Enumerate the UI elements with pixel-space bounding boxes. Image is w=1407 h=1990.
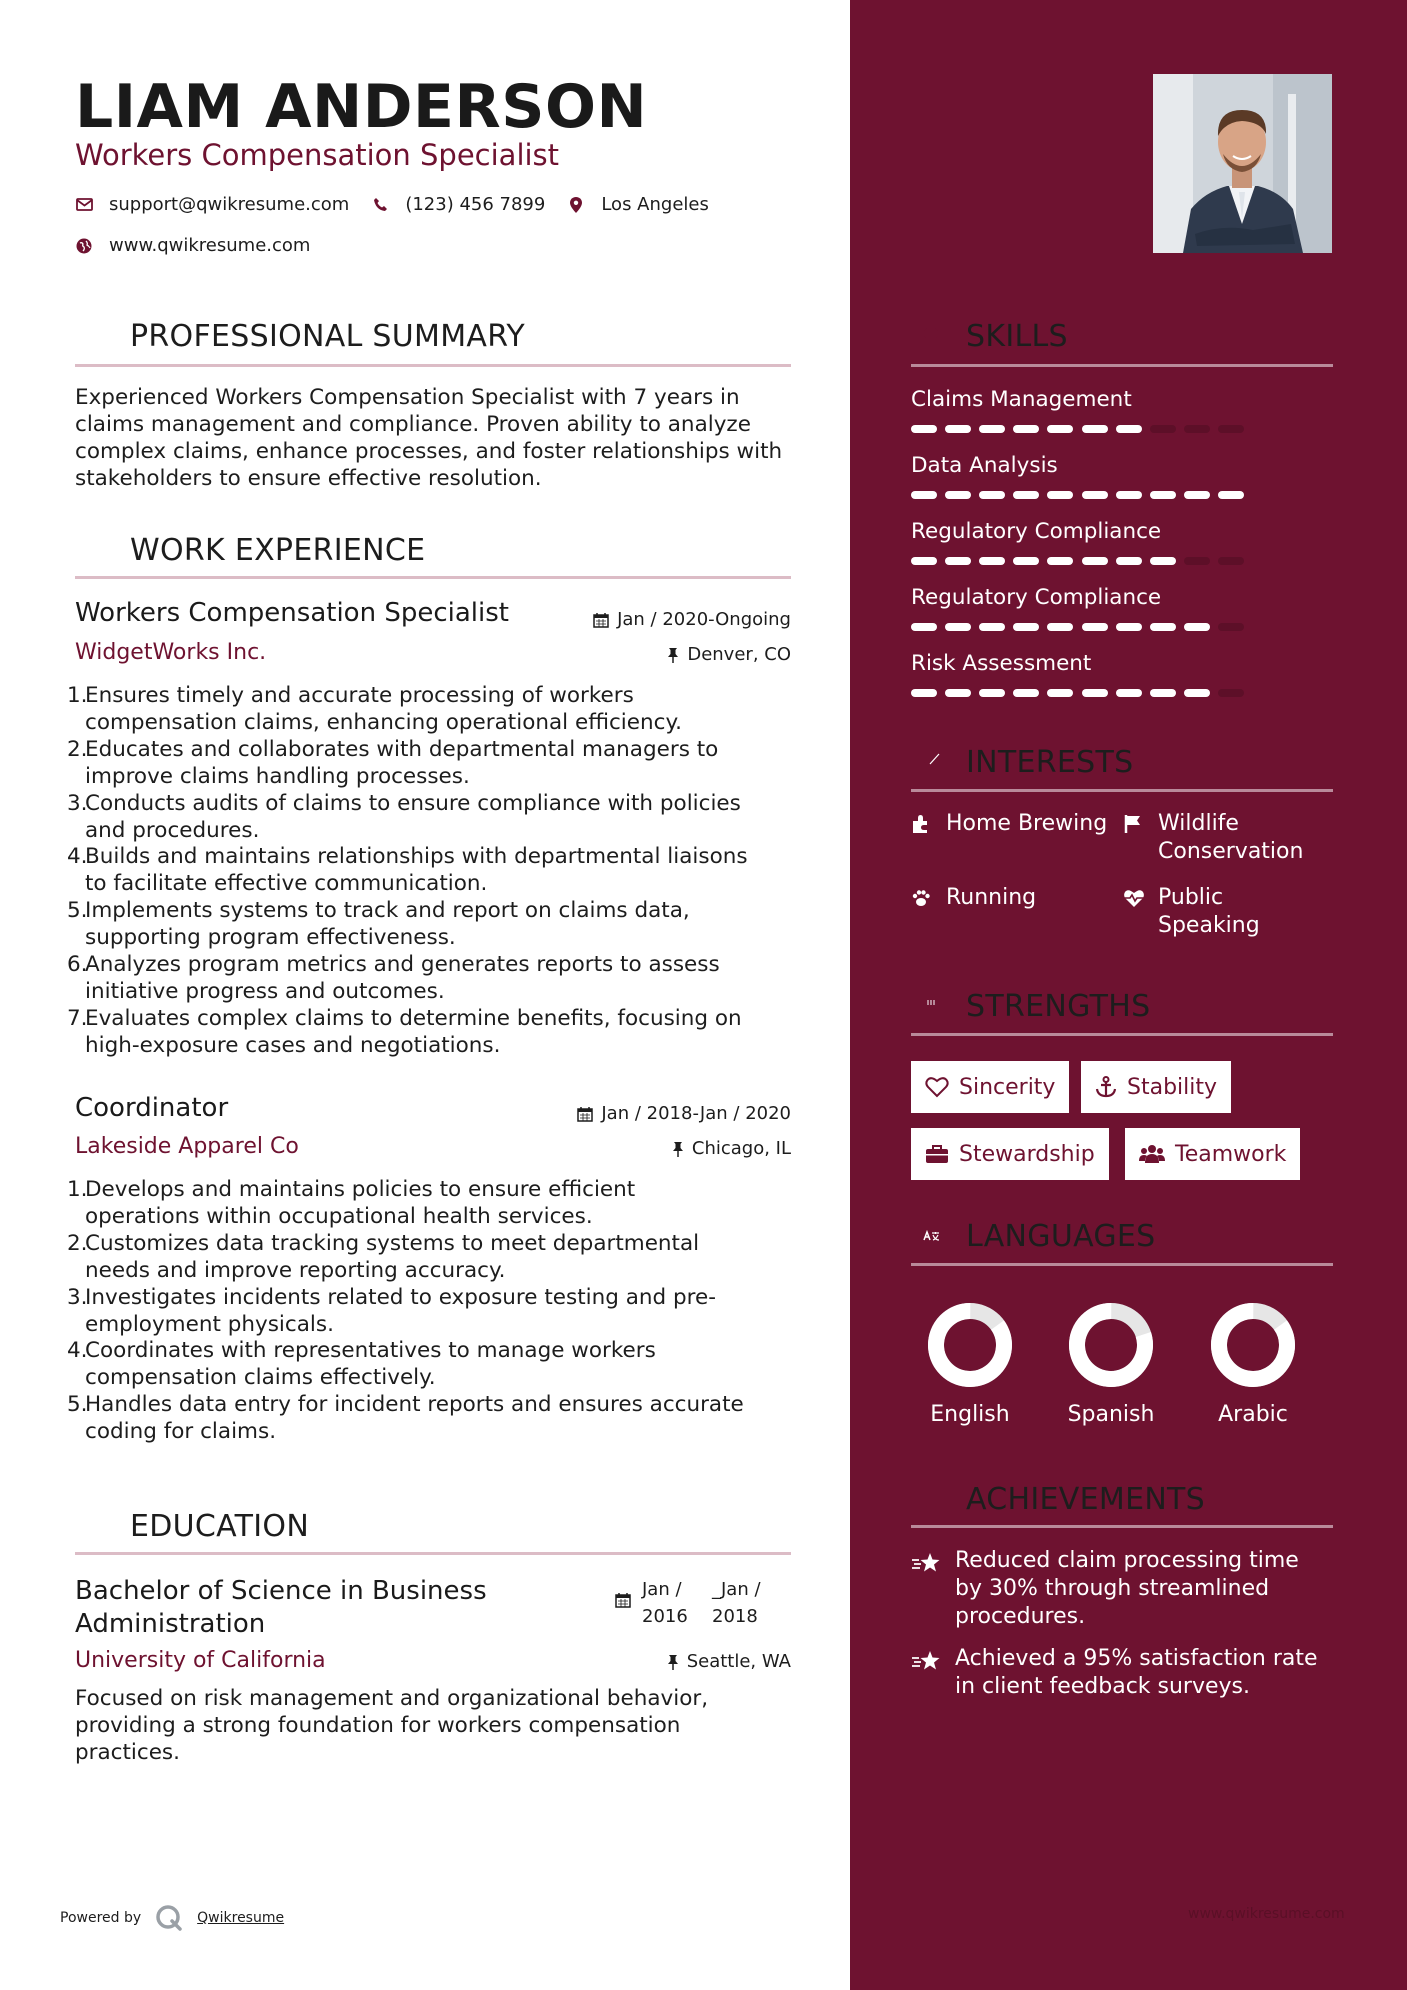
interest-item <box>911 810 1107 838</box>
bullet-number: 5. <box>67 1392 88 1418</box>
skill-level-segment <box>1116 623 1142 631</box>
responsibility-text <box>85 737 718 791</box>
skill-level-segment <box>945 689 971 697</box>
responsibility-line: employment physicals. <box>85 1311 334 1337</box>
responsibility-line: Coordinates with representatives to manage workers <box>85 1338 656 1364</box>
interest-label: Wildlife <box>1158 811 1239 836</box>
responsibility-line: Handles data entry for incident reports and ensures accurate <box>85 1392 744 1418</box>
achievement-line: Reduced claim processing time <box>955 1548 1299 1573</box>
skills-divider <box>911 364 1333 367</box>
job-title: Coordinator <box>75 1093 229 1123</box>
email-link[interactable]: support@qwikresume.com <box>109 194 350 215</box>
responsibility-item <box>67 1006 807 1060</box>
language-level-fill <box>923 1298 1018 1393</box>
interest-label: Running <box>946 885 1037 910</box>
strength-label: Sincerity <box>959 1074 1056 1100</box>
strength-badge <box>1081 1061 1231 1113</box>
map-pin-icon <box>567 196 585 214</box>
skill-level-segment <box>1082 491 1108 499</box>
profile-photo <box>1153 74 1332 253</box>
responsibility-line: high-exposure cases and negotiations. <box>85 1032 501 1058</box>
responsibility-item <box>67 683 807 737</box>
skill-level-segment <box>979 425 1005 433</box>
education-location <box>667 1651 791 1672</box>
responsibility-item <box>67 1338 807 1392</box>
strength-badge <box>911 1061 1069 1113</box>
skill-level-segment <box>979 623 1005 631</box>
responsibility-item <box>67 791 807 845</box>
bullet-number: 4. <box>67 1338 88 1364</box>
responsibility-item <box>67 952 807 1006</box>
language-name: Arabic <box>1218 1402 1288 1427</box>
office-chair-icon <box>75 530 115 570</box>
responsibility-line: operations within occupational health services. <box>85 1203 593 1229</box>
company-name: WidgetWorks Inc. <box>75 640 267 665</box>
responsibility-text <box>85 1285 716 1339</box>
strength-label: Stability <box>1127 1074 1218 1100</box>
lightbulb-icon <box>911 316 951 356</box>
achievement-line: procedures. <box>955 1604 1086 1629</box>
bullet-number: 1. <box>67 1177 88 1202</box>
bullet-number: 5. <box>67 898 88 924</box>
envelope-icon <box>75 196 93 214</box>
skill-name: Data Analysis <box>911 453 1058 478</box>
achievement-line: by 30% through streamlined <box>955 1576 1270 1601</box>
anchor-icon <box>1095 1076 1117 1098</box>
skill-level-segment <box>1218 557 1244 565</box>
responsibility-item <box>67 1392 807 1446</box>
job-title: Workers Compensation Specialist <box>75 598 509 628</box>
skills-heading: SKILLS <box>966 318 1068 354</box>
degree-line-1: Bachelor of Science in Business <box>75 1576 487 1606</box>
responsibility-line: Implements systems to track and report on claims data, <box>85 898 690 924</box>
responsibility-item <box>67 1285 807 1339</box>
skill-level-segment <box>1047 491 1073 499</box>
powered-by <box>60 1904 284 1932</box>
footer-website: www.qwikresume.com <box>1188 1906 1345 1922</box>
skill-level-segment <box>911 689 937 697</box>
interest-label: Public <box>1158 885 1224 910</box>
calendar-icon <box>577 1106 593 1122</box>
skill-level-segment <box>1013 491 1039 499</box>
interest-label: Home Brewing <box>946 811 1108 836</box>
education-location-text: Seattle, WA <box>686 1651 791 1672</box>
skill-level-segment <box>1218 491 1244 499</box>
skill-level-segment <box>1047 623 1073 631</box>
skill-level-segment <box>1082 623 1108 631</box>
skill-level-segment <box>1150 623 1176 631</box>
responsibility-text <box>85 683 682 737</box>
strength-badge <box>1125 1128 1300 1180</box>
responsibility-text <box>85 791 741 845</box>
responsibility-item <box>67 1231 807 1285</box>
briefcase-icon <box>925 1144 949 1164</box>
contact-row-1 <box>75 194 731 215</box>
skill-level-segment <box>1218 623 1244 631</box>
responsibility-item <box>67 737 807 791</box>
skill-level-segment <box>979 557 1005 565</box>
skill-level-segment <box>1184 557 1210 565</box>
language-level-donut <box>1061 1295 1161 1395</box>
interests-divider <box>911 789 1333 792</box>
experience-heading: WORK EXPERIENCE <box>130 532 426 568</box>
responsibility-text <box>85 898 690 952</box>
job-dates-text: Jan / 2020-Ongoing <box>617 609 791 630</box>
bullet-number: 7. <box>67 1005 88 1031</box>
education-section-header <box>75 1506 309 1546</box>
interests-section-header <box>911 742 1133 782</box>
graduate-icon <box>75 1506 115 1546</box>
strength-label: Teamwork <box>1175 1141 1287 1167</box>
bullet-number: 3. <box>67 790 88 816</box>
responsibility-line: Investigates incidents related to exposure testing and pre- <box>85 1284 716 1310</box>
responsibility-text <box>85 844 748 898</box>
brand-link[interactable]: Qwikresume <box>197 1910 285 1926</box>
fist-icon <box>911 986 951 1026</box>
responsibility-line: improve claims handling processes. <box>85 763 470 789</box>
skill-name: Claims Management <box>911 387 1132 412</box>
education-divider <box>75 1552 791 1555</box>
achievement-item <box>911 1547 1299 1631</box>
skill-level-segment <box>911 557 937 565</box>
responsibility-line: Educates and collaborates with departmental managers to <box>85 736 719 762</box>
candidate-name: LIAM ANDERSON <box>75 72 648 142</box>
skills-section-header <box>911 316 1068 356</box>
bullet-number: 4. <box>67 844 88 870</box>
responsibility-line: to facilitate effective communication. <box>85 871 488 897</box>
education-start-year: 2016 <box>642 1606 688 1627</box>
phone-text: (123) 456 7899 <box>405 194 546 215</box>
skill-level-segment <box>1218 689 1244 697</box>
star-icon <box>911 1645 943 1701</box>
responsibility-line: Evaluates complex claims to determine benefits, focusing on <box>85 1005 742 1031</box>
skill-level-segment <box>979 689 1005 697</box>
skill-level-segment <box>979 491 1005 499</box>
strength-badge <box>911 1128 1109 1180</box>
achievements-heading: ACHIEVEMENTS <box>966 1481 1206 1517</box>
skill-level-segment <box>911 425 937 433</box>
skill-level-segment <box>1082 425 1108 433</box>
paw-icon <box>911 884 935 912</box>
skill-name: Risk Assessment <box>911 651 1092 676</box>
qwikresume-logo <box>155 1904 183 1932</box>
job-location-text: Chicago, IL <box>691 1138 791 1159</box>
skill-level-segment <box>1082 689 1108 697</box>
user-icon <box>75 316 115 356</box>
job-responsibilities <box>67 683 807 1060</box>
skill-level-segment <box>911 623 937 631</box>
strengths-section-header <box>911 986 1150 1026</box>
star-badge-icon <box>911 1479 951 1519</box>
skill-level-segment <box>1013 623 1039 631</box>
users-icon <box>1139 1144 1165 1164</box>
strength-label: Stewardship <box>959 1141 1095 1167</box>
languages-divider <box>911 1263 1333 1266</box>
translate-icon <box>911 1216 951 1256</box>
language-name: English <box>930 1402 1010 1427</box>
education-start-date <box>642 1576 688 1630</box>
responsibility-text <box>85 1392 744 1446</box>
languages-section-header <box>911 1216 1156 1256</box>
interests-heading: INTERESTS <box>966 744 1134 780</box>
interest-label-cont: Speaking <box>1158 913 1260 938</box>
company-name: Lakeside Apparel Co <box>75 1134 299 1159</box>
job-location <box>667 644 791 665</box>
job-location <box>672 1138 791 1159</box>
responsibility-line: Analyzes program metrics and generates reports to assess <box>85 952 720 978</box>
responsibility-item <box>67 844 807 898</box>
skill-name: Regulatory Compliance <box>911 585 1162 610</box>
language-level-donut <box>920 1295 1020 1395</box>
experience-section-header <box>75 530 425 570</box>
pushpin-icon <box>672 1141 684 1157</box>
skill-level-segment <box>1047 425 1073 433</box>
strengths-heading: STRENGTHS <box>966 988 1151 1024</box>
skill-level-segment <box>1150 557 1176 565</box>
language-level-donut <box>1203 1295 1303 1395</box>
skill-level-segment <box>1116 491 1142 499</box>
bullet-number: 2. <box>67 1230 88 1256</box>
skill-level-segment <box>1184 689 1210 697</box>
flag-icon <box>1123 810 1147 866</box>
responsibility-item <box>67 1177 807 1231</box>
language-name: Spanish <box>1067 1402 1155 1427</box>
calendar-icon <box>593 612 609 628</box>
globe-icon <box>75 237 93 255</box>
skill-level-segment <box>1047 557 1073 565</box>
school-name: University of California <box>75 1648 326 1673</box>
job-dates <box>593 609 791 630</box>
skill-level-segment <box>1184 425 1210 433</box>
skill-level-segment <box>1184 491 1210 499</box>
achievement-item <box>911 1645 1318 1701</box>
responsibility-text <box>85 1177 635 1231</box>
contact-row-2 <box>75 235 332 256</box>
responsibility-line: initiative progress and outcomes. <box>85 978 445 1004</box>
achievements-section-header <box>911 1479 1205 1519</box>
responsibility-line: Conducts audits of claims to ensure compliance with policies <box>85 790 741 816</box>
skill-level-segment <box>1013 425 1039 433</box>
puzzle-icon <box>911 810 935 838</box>
skill-level-segment <box>1150 425 1176 433</box>
interest-label-cont: Conservation <box>1158 839 1304 864</box>
responsibility-line: needs and improve reporting accuracy. <box>85 1257 506 1283</box>
skill-level-segment <box>1184 623 1210 631</box>
pushpin-icon <box>667 647 679 663</box>
skill-level-segment <box>1218 425 1244 433</box>
job-dates-text: Jan / 2018-Jan / 2020 <box>601 1103 791 1124</box>
summary-section-header <box>75 316 525 356</box>
bullet-number: 6. <box>67 952 88 978</box>
education-start-month: Jan / <box>642 1579 682 1600</box>
achievements-divider <box>911 1525 1333 1528</box>
responsibility-line: Ensures timely and accurate processing of workers <box>85 683 634 708</box>
paper-plane-icon <box>911 742 951 782</box>
responsibility-line: Builds and maintains relationships with departmental liaisons <box>85 844 748 870</box>
education-end-date <box>712 1576 761 1630</box>
heartbeat-icon <box>1123 884 1147 940</box>
candidate-title: Workers Compensation Specialist <box>75 138 560 172</box>
skill-level-segment <box>945 425 971 433</box>
website-link[interactable]: www.qwikresume.com <box>109 235 311 256</box>
bullet-number: 2. <box>67 736 88 762</box>
skill-level-segment <box>1116 425 1142 433</box>
responsibility-line: compensation claims, enhancing operational efficiency. <box>85 709 682 735</box>
skill-level-segment <box>1116 689 1142 697</box>
education-end-month: _Jan / <box>712 1579 761 1600</box>
responsibility-line: Develops and maintains policies to ensure efficient <box>85 1177 636 1202</box>
responsibility-text <box>85 952 720 1006</box>
skill-level-segment <box>945 623 971 631</box>
skill-level-segment <box>945 491 971 499</box>
interest-item <box>911 884 1036 912</box>
skill-level-segment <box>945 557 971 565</box>
location-text: Los Angeles <box>601 194 709 215</box>
responsibility-text <box>85 1338 656 1392</box>
responsibility-line: and procedures. <box>85 817 260 843</box>
achievement-line: in client feedback surveys. <box>955 1674 1251 1699</box>
summary-text: Experienced Workers Compensation Specialist with 7 years in claims management and compliance. Proven ability to analyze complex claims, enhance processes, and foster relationships with stakeholders to ensure effective resolution. <box>75 385 783 491</box>
heart-icon <box>925 1076 949 1098</box>
skill-level-segment <box>1013 689 1039 697</box>
job-location-text: Denver, CO <box>687 644 791 665</box>
degree-title <box>75 1575 487 1641</box>
skill-level-segment <box>1116 557 1142 565</box>
experience-divider <box>75 576 791 579</box>
responsibility-line: Customizes data tracking systems to meet departmental <box>85 1230 700 1256</box>
education-description: Focused on risk management and organizational behavior, providing a strong foundation for workers compensation practices. <box>75 1686 709 1765</box>
interest-item <box>1123 810 1303 866</box>
summary-heading: PROFESSIONAL SUMMARY <box>130 318 526 354</box>
language-level-fill <box>1206 1298 1301 1393</box>
achievement-line: Achieved a 95% satisfaction rate <box>955 1646 1318 1671</box>
degree-line-2: Administration <box>75 1609 266 1639</box>
powered-by-label: Powered by <box>60 1910 142 1926</box>
languages-heading: LANGUAGES <box>966 1218 1156 1254</box>
star-icon <box>911 1547 943 1631</box>
job-dates <box>577 1103 791 1124</box>
summary-divider <box>75 364 791 367</box>
skill-level-segment <box>1047 689 1073 697</box>
skill-level-segment <box>1013 557 1039 565</box>
responsibility-item <box>67 898 807 952</box>
bullet-number: 1. <box>67 683 88 708</box>
interest-item <box>1123 884 1260 940</box>
language-level-fill <box>1068 1302 1154 1388</box>
responsibility-text <box>85 1006 742 1060</box>
responsibility-line: compensation claims effectively. <box>85 1365 436 1391</box>
bullet-number: 3. <box>67 1284 88 1310</box>
skill-level-segment <box>1150 689 1176 697</box>
skill-name: Regulatory Compliance <box>911 519 1162 544</box>
strengths-divider <box>911 1033 1333 1036</box>
job-responsibilities <box>67 1177 807 1446</box>
responsibility-line: supporting program effectiveness. <box>85 925 456 951</box>
education-heading: EDUCATION <box>130 1508 310 1544</box>
skill-level-segment <box>911 491 937 499</box>
skill-level-segment <box>1082 557 1108 565</box>
education-end-year: 2018 <box>712 1606 758 1627</box>
calendar-icon <box>615 1592 631 1612</box>
responsibility-line: coding for claims. <box>85 1419 277 1445</box>
pushpin-icon <box>667 1654 679 1670</box>
phone-icon <box>371 196 389 214</box>
responsibility-text <box>85 1231 699 1285</box>
skill-level-segment <box>1150 491 1176 499</box>
